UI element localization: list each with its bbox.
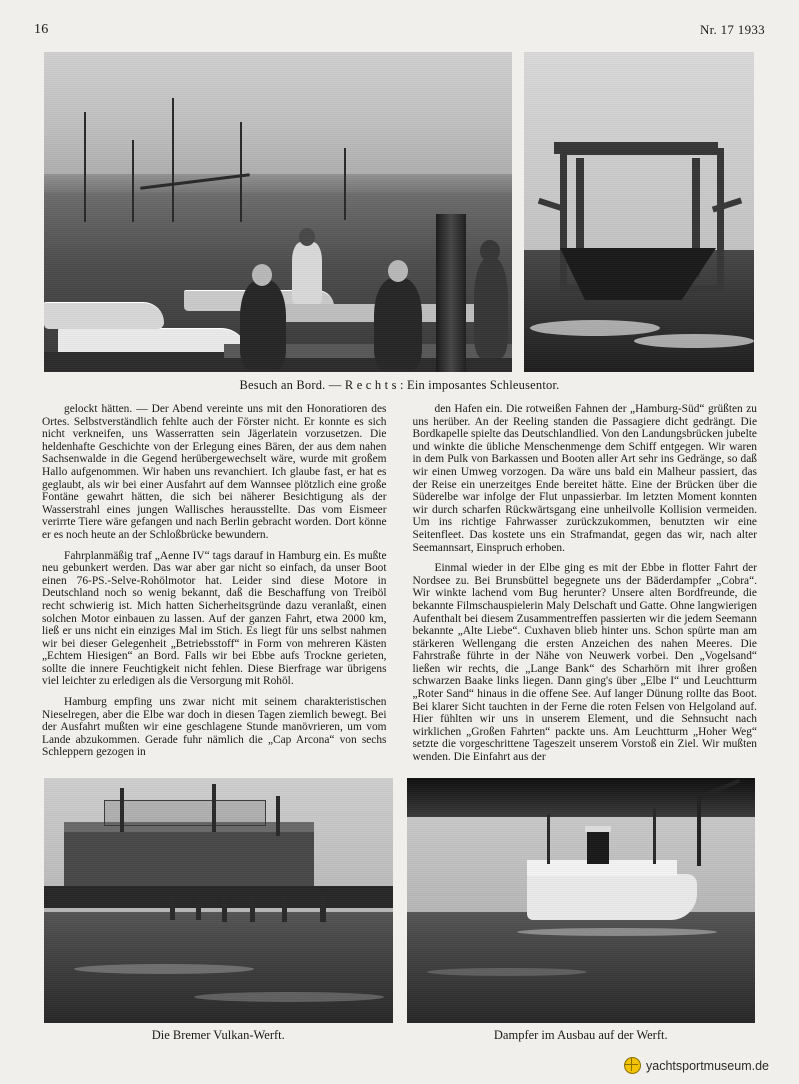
paragraph: Fahrplanmäßig traf „Aenne IV“ tags darauf in Hamburg ein. Es mußte neu gebunkert werden. Das war aber gar nicht so einfach, da unser Boot einen 76-PS.-Selve-Rohölmotor hat. Leider sind diese Motore in Deutschland noch so wenig bekannt, daß die Beschaffung von Treiböl recht schwierig ist. Mich hatten Sicherheitsgründe dazu veranlaßt, einen solchen Motor einbauen zu lassen. Auf der ganzen Fahrt, etwa 2000 km, ließ er uns nicht ein einziges Mal im Stich. Es liegt für uns selbst nahmen wir bei dieser Gelegenheit „Betriebsstoff“ in Form von mehreren Kästen „Echtem Hiesigen“ an Bord. Falls wir bei Ebbe aufs Trockne gerieten, sollte die innere Feuchtigkeit nicht fehlen. Diese Bierfrage war übrigens viel leichter zu erledigen als die Versorgung mit Rohöl. — [42, 549, 387, 688]
photo-bremer-vulkan-werft — [44, 778, 393, 1023]
paragraph: Hamburg empfing uns zwar nicht mit seinem charakteristischen Nieselregen, aber die Elbe war doch in diesen Tagen ziemlich bewegt. Bei der Ausfahrt mußten wir eine geschlagene Stunde manövrieren, um vom Lande abzukommen. Gerade fuhr nämlich die „Cap Arcona“ von sechs Schleppern gezogen in — [42, 696, 387, 759]
bottom-caption-row — [44, 1028, 755, 1043]
column-right — [413, 403, 758, 764]
issue-label: Nr. 17 1933 — [699, 22, 765, 37]
photo-lock-gate — [524, 52, 754, 372]
top-photo-row — [44, 52, 755, 372]
article-body — [42, 403, 757, 764]
watermark — [624, 1057, 769, 1074]
photo-dampfer-im-ausbau — [407, 778, 756, 1023]
photo-visit-on-board — [44, 52, 512, 372]
paragraph: Einmal wieder in der Elbe ging es mit der Ebbe in flotter Fahrt der Nordsee zu. Bei Brunsbüttel begegnete uns der Bäderdampfer „Cobra“. Wir winkte lachend vom Bug herunter? Unsere alten Bordfreunde, die bekannte Filmschauspielerin Maly Delschaft und Gatte. Ohne langwierigen Aufenthalt bei diesem Zusammentreffen passierten wir die jedem Seemann bekannte „Alte Liebe“. Cuxhaven blieb hinter uns. Schon spürte man am stärkeren Wellengang die ersten Anzeichen des nahen Meeres. Die Fahrstraße führte in der Nähe von Neuwerk vorbei. Den „Vogelsand“ ließen wir rechts, die „Lange Bank“ des Scharhörn mit ihrer großen schwarzen Baake links liegen. Dann ging's über „Elbe I“ und Leuchtturm „Roter Sand“ hinaus in die offene See. Auf langer Dünung rollte das Boot. Bei klarer Sicht tauchten in der Ferne die roten Felsen von Helgoland auf. Hier fühlten wir uns in unserem Element, und die Sehnsucht nach wirklichen „Großen Fahrten“ packte uns. Am Leuchtturm „Hoher Weg“ setzte die vorgeschrittene Tageszeit unserem Vorstoß ein Ziel. Wir mußten wenden. Die Einfahrt aus der — [412, 562, 757, 764]
caption-bottom-right: Dampfer im Ausbau auf der Werft. — [493, 1027, 668, 1042]
page-number: 16 — [34, 22, 49, 37]
watermark-label: yachtsportmuseum.de — [646, 1058, 769, 1073]
bottom-photo-row — [44, 778, 755, 1023]
paragraph: gelockt hätten. — Der Abend vereinte uns mit den Honoratioren des Ortes. Selbstverständlich fehlte auch der Förster nicht. Er konnte es sich nicht verkneifen, uns Wasserratten sein Jägerlatein vorzusetzen. Die heldenhafte Geschichte von der Erlegung eines Bären, der aus dem nahen Sachsenwalde in die Gegend herübergewechselt wäre, wurde mit großem Hallo aufgenommen. Wir haben uns revanchiert. Ich glaube fast, er hat es geglaubt, als wir bei einer Ausfahrt auf dem Wannsee plötzlich eine große Fontäne gewahrt hätten, die sich bei näherer Besichtigung als der Wasserstrahl eines jungen Wallisches herausstellte. Das vom Eismeer verirrte Tiere wäre gefangen und nach Berlin gebracht worden. Dort könne er es noch heute an der Schloßbrücke bewundern. — [42, 403, 387, 541]
page-header — [34, 22, 765, 38]
paragraph: den Hafen ein. Die rotweißen Fahnen der „Hamburg-Süd“ grüßten zu uns herüber. An der Reeling standen die Passagiere dicht gedrängt. Die Bordkapelle spielte das Deutschlandlied. Von den Landungsbrücken jubelte und winkte die übliche Menschenmenge dem Schiff entgegen. Wir waren in dem Pulk von Barkassen und Booten aller Art sehr ins Gedränge, so daß wir einen Umweg vorzogen. Da wäre uns bald ein Malheur passiert, das der Reise ein unerzeitges Ende bereitet hätte. Eine der Brücken über die Süderelbe war infolge der Flut unpassierbar. Im letzten Moment konnten wir durch scharfen Rückwärtsgang eine unheilvolle Kollision vermeiden. Um ins richtige Fahrwasser zurückzukommen, benutzten wir eine Seitenfleet. Das kostete uns ein Strafmandat, gegen das wir, nach alter Seemannsart, Einspruch erhoben. — [412, 403, 757, 554]
column-left — [42, 403, 387, 764]
caption-top: Besuch an Bord. — R e c h t s : Ein imposantes Schleusentor. — [239, 378, 560, 392]
globe-icon — [624, 1057, 641, 1074]
caption-bottom-left: Die Bremer Vulkan-Werft. — [151, 1027, 285, 1042]
